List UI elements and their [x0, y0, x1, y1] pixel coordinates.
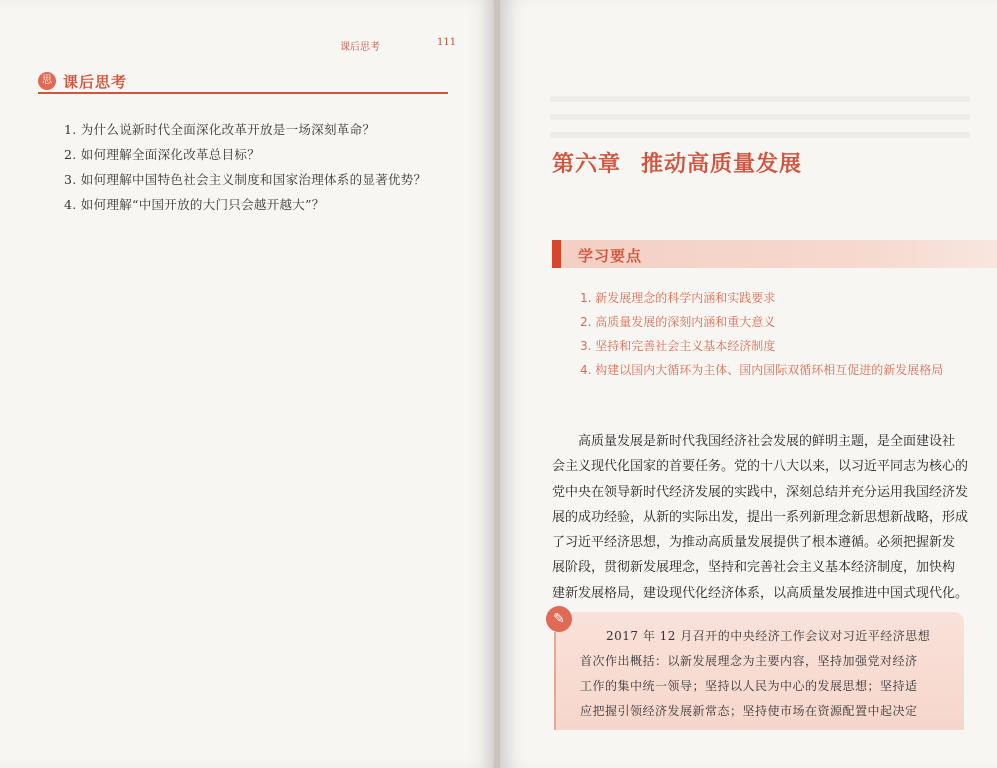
running-head: 课后思考	[340, 42, 380, 53]
chapter-number: 第六章	[552, 152, 622, 177]
section-title: 课后思考	[63, 73, 128, 91]
key-points-title: 学习要点	[578, 247, 643, 265]
left-page	[0, 0, 496, 768]
page-number: 111	[437, 37, 457, 48]
note-text	[580, 624, 930, 724]
body-line: 展阶段，贯彻新发展理念，坚持和完善社会主义基本经济制度，加快构	[552, 560, 956, 576]
note-line: 工作的集中统一领导；坚持以人民为中心的发展思想；坚持适	[580, 679, 918, 693]
banner-accent-bar	[552, 240, 561, 268]
key-point-item: 3. 坚持和完善社会主义基本经济制度	[580, 339, 776, 353]
right-page	[500, 0, 997, 768]
show-through-text	[550, 96, 970, 150]
chapter-title	[552, 147, 802, 178]
note-line: 首次作出概括：以新发展理念为主要内容，坚持加强党对经济	[580, 654, 918, 668]
body-line: 展的成功经验，从新的实际出发，提出一系列新理念新思想新战略，形成	[552, 509, 969, 525]
question-item: 3. 如何理解中国特色社会主义制度和国家治理体系的显著优势？	[64, 172, 427, 187]
think-icon: 思	[38, 72, 56, 90]
body-line: 会主义现代化国家的首要任务。党的十八大以来，以习近平同志为核心的	[552, 459, 969, 475]
key-points-banner	[552, 240, 997, 268]
body-line: 建新发展格局，建设现代化经济体系，以高质量发展推进中国式现代化。	[552, 585, 969, 601]
question-item: 2. 如何理解全面深化改革总目标？	[64, 147, 261, 162]
chapter-name: 推动高质量发展	[641, 152, 803, 177]
note-line: 应把握引领经济发展新常态；坚持使市场在资源配置中起决定	[580, 704, 918, 718]
question-list	[64, 117, 426, 217]
key-point-item: 2. 高质量发展的深刻内涵和重大意义	[580, 315, 776, 329]
question-item: 4. 如何理解“中国开放的大门只会越开越大”？	[64, 197, 325, 212]
body-line: 了习近平经济思想，为推动高质量发展提供了根本遵循。必须把握新发	[552, 535, 956, 551]
body-paragraph	[552, 429, 969, 606]
key-point-item: 4. 构建以国内大循环为主体、国内国际双循环相互促进的新发展格局	[580, 363, 944, 377]
question-item: 1. 为什么说新时代全面深化改革开放是一场深刻革命？	[64, 122, 376, 137]
key-point-item: 1. 新发展理念的科学内涵和实践要求	[580, 291, 776, 305]
note-stripe	[554, 632, 556, 730]
body-line: 党中央在领导新时代经济发展的实践中，深刻总结并充分运用我国经济发	[552, 484, 969, 500]
key-points-list	[580, 286, 943, 382]
note-line: 2017 年 12 月召开的中央经济工作会议对习近平经济思想	[606, 629, 931, 643]
pencil-icon: ✎	[546, 606, 572, 632]
body-line: 高质量发展是新时代我国经济社会发展的鲜明主题，是全面建设社	[578, 434, 956, 449]
section-divider	[38, 92, 448, 94]
